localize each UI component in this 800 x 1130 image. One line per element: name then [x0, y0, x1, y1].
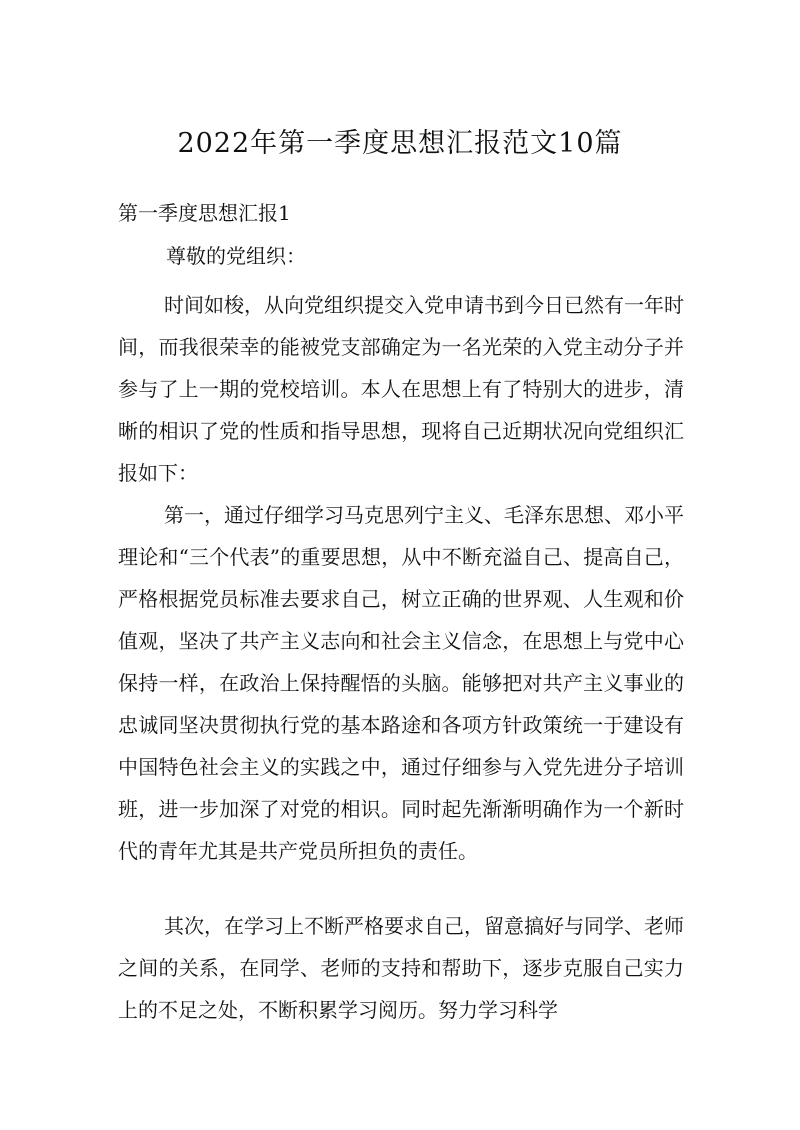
section-heading: 第一季度思想汇报1 — [118, 201, 291, 225]
document-title: 2022年第一季度思想汇报范文10篇 — [177, 128, 623, 159]
salutation: 尊敬的党组织： — [166, 244, 306, 268]
paragraph-3: 其次，在学习上不断严格要求自己，留意搞好与同学、老师之间的关系，在同学、老师的支持和帮助下，逐步克服自己实力上的不足之处，不断积累学习阅历。努力学习科学 — [118, 914, 684, 1022]
paragraph-1: 时间如梭，从向党组织提交入党申请书到今日已然有一年时间，而我很荣幸的能被党支部确定为一名光荣的入党主动分子并参与了上一期的党校培训。本人在思想上有了特别大的进步，清晰的相识了党的性质和指导思想，现将自己近期状况向党组织汇报如下： — [118, 293, 684, 485]
paragraph-2: 第一，通过仔细学习马克思列宁主义、毛泽东思想、邓小平理论和“三个代表”的重要思想，从中不断充溢自己、提高自己，严格根据党员标准去要求自己，树立正确的世界观、人生观和价值观，坚决了共产主义志向和社会主义信念，在思想上与党中心保持一样，在政治上保持醒悟的头脑。能够把对共产主义事业的忠诚同坚决贯彻执行党的基本路途和各项方针政策统一于建设有中国特色社会主义的实践之中，通过仔细参与入党先进分子培训班，进一步加深了对党的相识。同时起先渐渐明确作为一个新时代的青年尤其是共产党员所担负的责任。 — [118, 503, 684, 863]
